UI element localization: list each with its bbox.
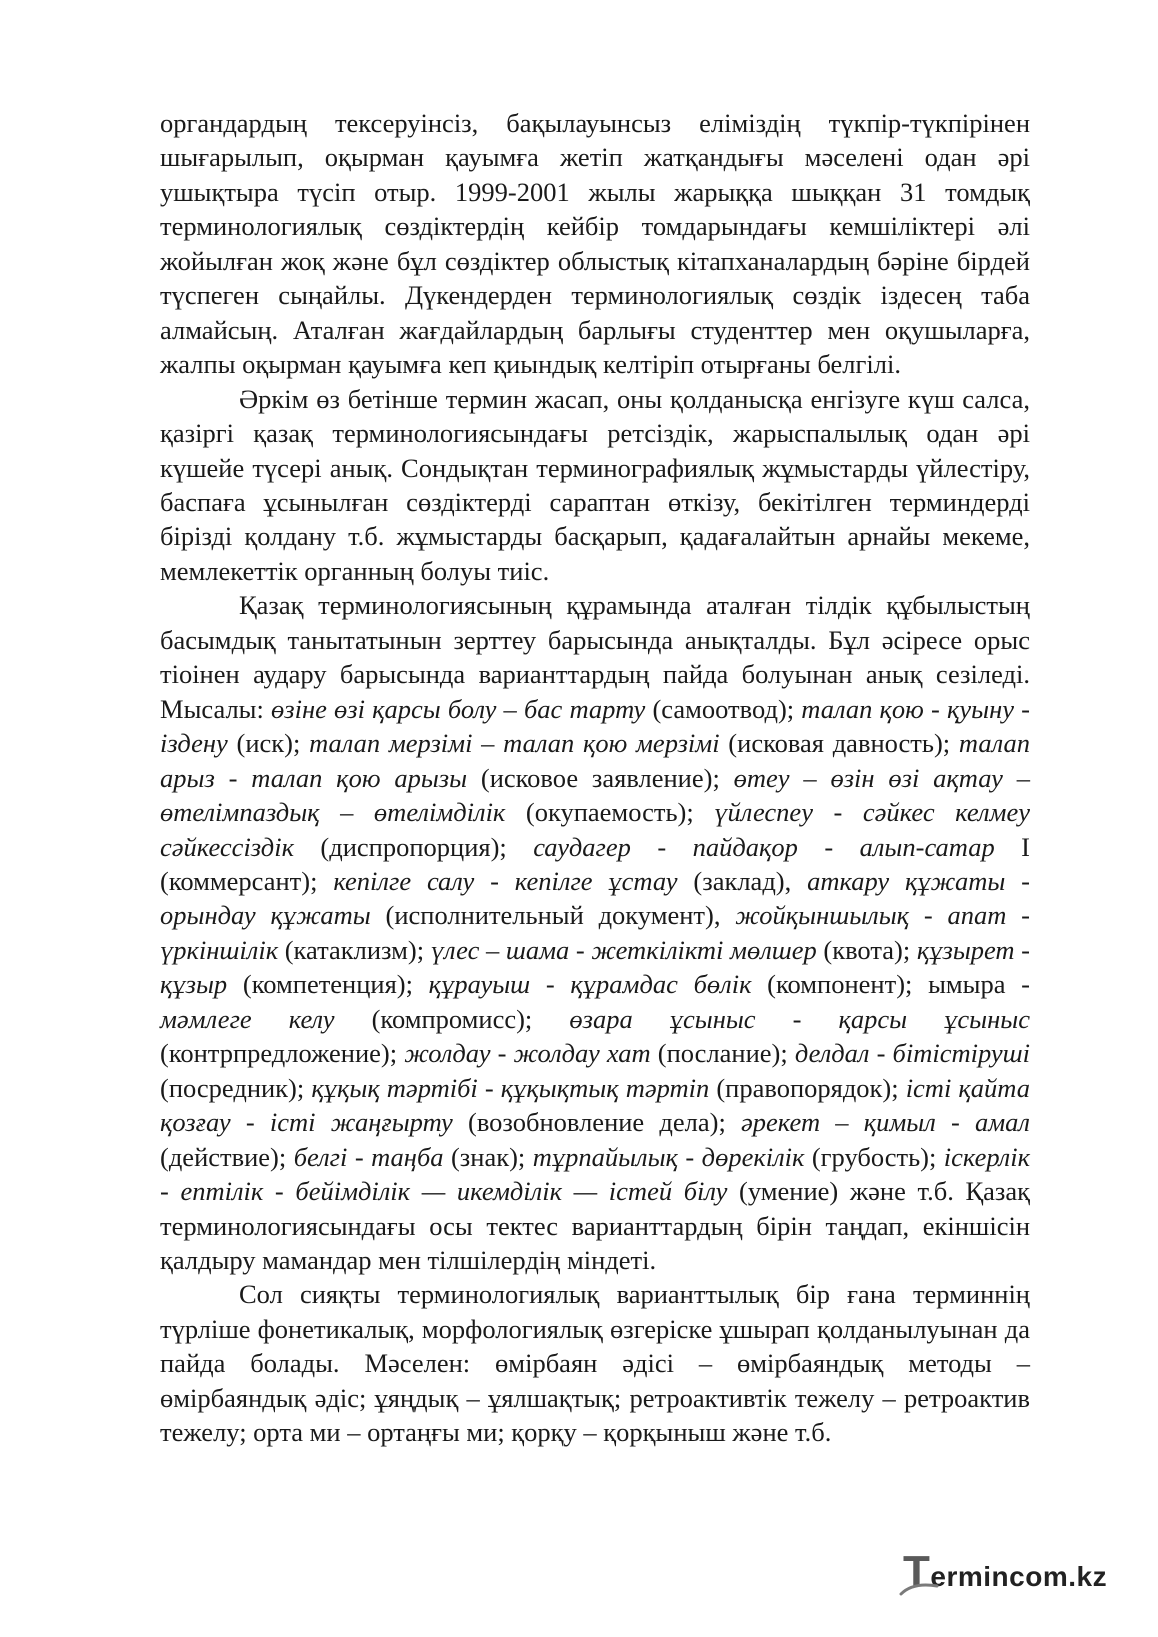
text-run: (исковая давность); — [719, 728, 959, 759]
text-run: Сол сияқты терминологиялық варианттылық бір ғана терминнің түрліше фонетикалық, морфологиялық өзгеріске ұшырап қолданылуынан да пайда болады. Мәселен: өмірбаян әдісі – өмірбаяндық методы – өмірбаяндық әдіс; ұяңдық – ұялшақтық; ретроактивтік тежелу – ретроактив тежелу; орта ми – ортаңғы ми; қорқу – қорқыныш және т.б. — [160, 1279, 1030, 1448]
italic-term: жолдау - жолдау хат — [404, 1038, 651, 1069]
italic-term: талап арыз - талап қою арызы — [160, 728, 1030, 793]
text-run: (диспропорция); — [293, 831, 534, 862]
italic-term: өзара ұсыныс - қарсы ұсыныс — [569, 1003, 1030, 1034]
text-run: (компонент); ымыра - — [751, 969, 1030, 1000]
italic-term: кепілге салу - кепілге ұстау — [333, 865, 678, 896]
text-run: І (коммерсант); — [160, 831, 1031, 896]
text-run: Қазақ терминологиясының құрамында аталған тілдік құбылыстың басымдық танытатынын зерттеу барысында анықталды. Бұл әсіресе орыс тіоінен аудару барысында варианттардың пайда болуынан анық сезіледі. Мысалы: — [160, 590, 1030, 724]
italic-term: өзіне өзі қарсы болу – бас тарту — [271, 693, 646, 724]
text-run: (заклад), — [677, 865, 808, 896]
text-run: (грубость); — [804, 1141, 944, 1172]
text-run: (компетенция); — [227, 969, 429, 1000]
italic-term: мәмлеге келу — [160, 1003, 335, 1034]
text-run: органдардың тексеруінсіз, бақылауынсыз еліміздің түкпір-түкпірінен шығарылып, оқырман қауымға жетіп жатқандығы мәселені одан әрі ушықтыра түсіп отыр. 1999-2001 жылы жарыққа шыққан 31 томдық терминологиялық сөздіктердің кейбір томдарындағы кемшіліктері әлі жойылған жоқ және бұл сөздіктер облыстық кітапханалардың бәріне бірдей түспеген сыңайлы. Дүкендерден терминологиялық сөздік іздесең таба алмайсың. Аталған жағдайлардың барлығы студенттер мен оқушыларға, жалпы оқырман қауымға кеп қиындық келтіріп отырғаны белгілі. — [160, 108, 1030, 380]
italic-term: іскерлік - ептілік - бейімділік — икемділік — істей білу — [160, 1141, 1030, 1207]
italic-term: үйлеспеу - сәйкес келмеу сәйкессіздік — [160, 797, 1030, 862]
text-run: (самоотвод); — [645, 693, 802, 724]
text-run: Әркім өз бетінше термин жасап, оны қолданысқа енгізуге күш салса, қазіргі қазақ терминологиясындағы ретсіздік, жарыспалылық одан әрі күшейе түсері анық. Сондықтан терминографиялық жұмыстарды үйлестіру, баспаға ұсынылған сөздіктерді сараптан өткізу, бекітілген терминдерді бірізді қолдану т.б. жұмыстарды басқарып, қадағалайтын арнайы мекеме, мемлекеттік органның болуы тиіс. — [160, 383, 1030, 586]
body-text — [160, 106, 1030, 1450]
italic-term: өтеу – өзін өзі ақтау – өтелімпаздық – өтелімділік — [160, 762, 1030, 828]
watermark-text: Termincom.kz — [903, 1547, 1108, 1596]
text-run: (окупаемость); — [505, 797, 715, 828]
text-run: (контрпредложение); — [160, 1038, 405, 1069]
italic-term: аткару құжаты - орындау құжаты — [160, 865, 1030, 931]
swoosh-icon — [899, 1580, 939, 1598]
italic-term: әрекет – қимыл - амал — [741, 1107, 1030, 1138]
italic-term: жойқыншылық - апат - үркіншілік — [160, 900, 1030, 965]
text-run: (компромисс); — [334, 1003, 570, 1034]
text-run: (послание); — [650, 1038, 795, 1069]
text-run: (знак); — [443, 1141, 533, 1172]
italic-term: құқық тәртібі - құқықтық тәртіп — [311, 1072, 710, 1103]
text-run: (возобновление дела); — [452, 1107, 742, 1138]
text-run: (квота); — [816, 934, 917, 965]
text-run: (действие); — [160, 1141, 294, 1172]
paragraph-1 — [160, 106, 1030, 382]
text-run: (исполнительный документ), — [370, 900, 736, 931]
text-run: (умение) және т.б. Қазақ терминологиясындағы осы тектес варианттардың бірін таңдап, екіншісін қалдыру мамандар мен тілшілердің міндеті. — [160, 1176, 1030, 1275]
text-run: (исковое заявление); — [467, 762, 734, 793]
italic-term: үлес – шама - жеткілікті мөлшер — [430, 934, 817, 965]
text-run: (катаклизм); — [278, 934, 431, 965]
italic-term: саудагер - пайдақор - алып-сатар — [533, 831, 995, 862]
text-run: (правопорядок); — [709, 1072, 906, 1103]
paragraph-2 — [160, 382, 1030, 589]
text-run: (иск); — [227, 728, 310, 759]
italic-term: белгі - таңба — [293, 1141, 444, 1172]
italic-term: талап қою - қуыну - іздену — [160, 693, 1030, 759]
paragraph-4 — [160, 1277, 1030, 1449]
italic-term: делдал - бітістіруші — [794, 1038, 1030, 1069]
italic-term: құрауыш - құрамдас бөлік — [428, 969, 752, 1000]
italic-term: істі қайта қозғау - істі жаңғырту — [160, 1072, 1030, 1138]
text-run: (посредник); — [160, 1072, 312, 1103]
italic-term: тұрпайылық - дөрекілік — [532, 1141, 805, 1172]
italic-term: талап мерзімі – талап қою мерзімі — [309, 728, 720, 759]
paragraph-3 — [160, 588, 1030, 1277]
termincom-watermark-logo — [903, 1547, 1108, 1600]
italic-term: құзырет - құзыр — [160, 934, 1031, 1000]
